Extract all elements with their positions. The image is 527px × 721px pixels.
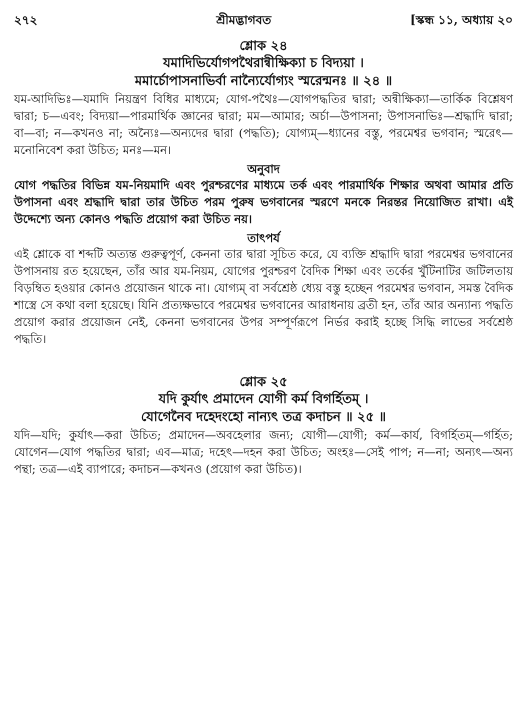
verse-25-line-2: যোগেনৈব দহেদংহো নান্যৎ তত্র কদাচন ॥ ২৫ ॥ bbox=[141, 410, 386, 425]
page-number: ২৭২ bbox=[14, 13, 38, 27]
verse-24-synonyms: যম-আদিভিঃ—যমাদি নিয়ন্ত্রণ বিধির মাধ্যমে; যোগ-পথৈঃ—যোগপদ্ধতির দ্বারা; অন্বীক্ষিক্যা—তার্কিক বিশ্লেষণ দ্বারা; চ—এবং; বিদ্যয়া—পারমার্থিক জ্ঞানের দ্বারা; মম—আমার; অর্চা—উপাসনা; উপাসনাভিঃ—শ্রদ্ধাদি দ্বারা; বা—বা; ন—কখনও না; অন্যৈঃ—অন্যদের দ্বারা (পদ্ধতি); যোগ্যম্—ধ্যানের বস্তু, পরমেশ্বর ভগবান; স্মরেৎ—মনোনিবেশ করা উচিত; মনঃ—মন। bbox=[14, 92, 513, 157]
verse-24-label: শ্লোক ২৪ bbox=[239, 39, 288, 54]
verse-24-purport: এই শ্লোকে বা শব্দটি অত্যন্ত গুরুত্বপূর্ণ, কেননা তার দ্বারা সূচিত করে, যে ব্যক্তি শ্রদ্ধাদি দ্বারা পরমেশ্বর ভগবানের উপাসনায় রত হয়েছেন, তাঁর আর যম-নিয়ম, যোগের পুরশ্চরণ বৈদিক শিক্ষা এবং তর্কের খুঁটিনাটির জটিলতায় বিড়ম্বিত হওয়ার কোনও প্রয়োজন থাকে না। যোগ্যম্ বা সর্বশ্রেষ্ঠ ধ্যেয় বস্তু হচ্ছেন পরমেশ্বর ভগবান, সমস্ত বৈদিক শাস্ত্রে সে কথা বলা হয়েছে। যিনি প্রত্যক্ষভাবে পরমেশ্বর ভগবানের আরাধনায় ব্রতী হন, তাঁর আর অন্যান্য পদ্ধতি প্রয়োগ করার প্রয়োজন নেই, কেননা ভগবানের উপর সম্পূর্ণরূপে নির্ভর করাই হচ্ছে সিদ্ধি লাভের সর্বশ্রেষ্ঠ পদ্ধতি। bbox=[14, 247, 513, 346]
translation-heading: অনুবাদ bbox=[247, 162, 280, 176]
chapter-reference: [স্কন্ধ ১১, অধ্যায় ২০ bbox=[410, 13, 513, 27]
verse-25-label: শ্লোক ২৫ bbox=[239, 375, 288, 390]
verse-24-line-1: যমাদিভির্যোগপথৈরান্বীক্ষিক্যা চ বিদ্যয়া । bbox=[163, 56, 364, 71]
purport-heading: তাৎপর্য bbox=[247, 231, 280, 245]
book-title: শ্রীমদ্ভাগবত bbox=[216, 13, 272, 27]
verse-24-line-2: মমার্চোপাসনাভির্বা নান্যৈর্যোগ্যং স্মরেন্মনঃ ॥ ২৪ ॥ bbox=[134, 74, 393, 89]
page-header bbox=[14, 12, 513, 28]
verse-25-synonyms: যদি—যদি; কুর্যাৎ—করা উচিত; প্রমাদেন—অবহেলার জন্য; যোগী—যোগী; কর্ম—কার্য, বিগর্হিতম্—গর্হিত; যোগেন—যোগ পদ্ধতির দ্বারা; এব—মাত্র; দহেৎ—দহন করা উচিত; অংহঃ—সেই পাপ; ন—না; অন্যৎ—অন্য পন্থা; তত্র—এই ব্যাপারে; কদাচন—কখনও (প্রয়োগ করা উচিত)। bbox=[14, 428, 513, 476]
verse-24-translation: যোগ পদ্ধতির বিভিন্ন যম-নিয়মাদি এবং পুরশ্চরণের মাধ্যমে তর্ক এবং পারমার্থিক শিক্ষার অথবা আমার প্রতি উপাসনা এবং শ্রদ্ধাদি দ্বারা তার উচিত পরম পুরুষ ভগবানের স্মরণে মনকে নিরন্তর নিয়োজিত রাখা। এই উদ্দেশ্যে অন্য কোনও পদ্ধতি প্রয়োগ করা উচিত নয়। bbox=[14, 178, 513, 226]
verse-25-line-1: যদি কুর্যাৎ প্রমাদেন যোগী কর্ম বিগর্হিতম্ । bbox=[158, 392, 369, 407]
